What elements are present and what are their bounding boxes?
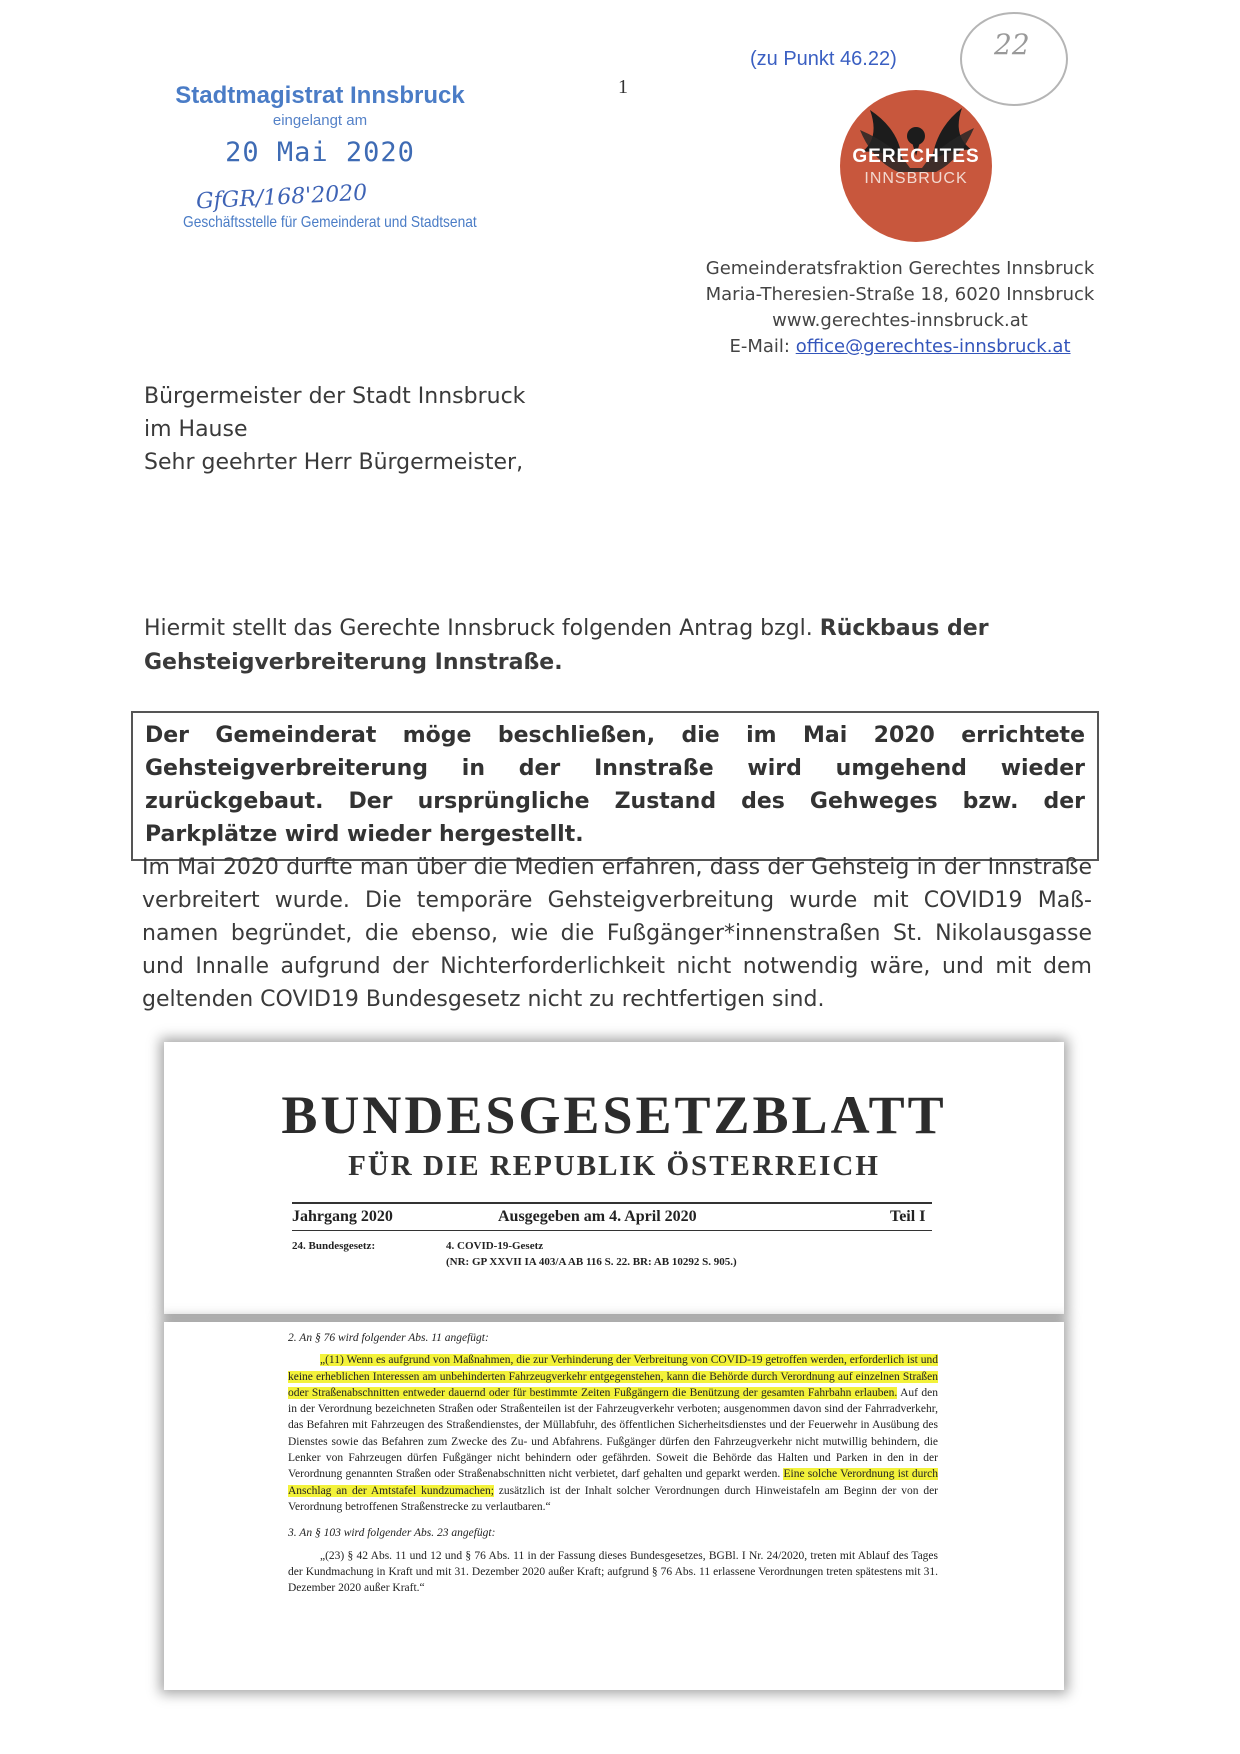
gazette-part: Teil I (890, 1208, 926, 1225)
logo-city: INNSBRUCK (864, 170, 968, 187)
law-text-content (288, 1330, 938, 1596)
law-heading-2: 3. An § 103 wird folgender Abs. 23 angefügt: (288, 1527, 496, 1540)
gazette-law-name: 4. COVID-19-Gesetz (446, 1240, 544, 1252)
intro-text: Hiermit stellt das Gerechte Innsbruck folgenden Antrag bzgl. (144, 616, 820, 641)
gazette-subtitle: FÜR DIE REPUBLIK ÖSTERREICH (348, 1150, 880, 1182)
stamp-office: Geschäftsstelle für Gemeinderat und Stadtsenat (183, 214, 477, 231)
intro-subject: Rückbaus der Gehsteigverbreiterung Innstraße. (144, 616, 989, 675)
received-stamp (170, 82, 490, 168)
salutation: Sehr geehrter Herr Bürgermeister, (144, 450, 524, 475)
gazette-title: BUNDESGESETZBLATT (281, 1085, 947, 1145)
recipient-line-1: Bürgermeister der Stadt Innsbruck (144, 384, 526, 409)
sender-website: www.gerechtes-innsbruck.at (772, 310, 1028, 331)
law-paragraph-1-end: zusätzlich ist der Inhalt solcher Verordnungen durch Hinweistafeln am Beginn der von der Verordnung betroffenen Straßenstrecke zu verlautbaren.“ (288, 1484, 938, 1513)
sender-line-1: Gemeinderatsfraktion Gerechtes Innsbruck (705, 258, 1095, 279)
email-label: E-Mail: (729, 336, 790, 357)
agenda-reference: (zu Punkt 46.22) (750, 48, 897, 70)
stamp-organization: Stadtmagistrat Innsbruck (175, 82, 465, 109)
motion-box (131, 711, 1099, 861)
page-number: 1 (618, 76, 628, 98)
law-paragraph-1-rest: Auf den in der Verordnung bezeichneten Straßen oder Straßenteilen ist der Fahrzeugverkehr verboten; ausgenommen davon sind der Fahrradverkehr, das Befahren mit Fahrzeugen des Straßendienstes, der Müllabfuhr, des öffentlichen Sicherheitsdienstes und der Feuerwehr in Ausübung des Dienstes sowie das Befahren zum Zwecke des Zu- und Abfahrens. Fußgänger dürfen den Fahrzeugverkehr nicht mutwillig behindern, die Lenker von Fahrzeugen dürfen Fußgänger nicht behindern oder gefährden. Soweit die Behörde das Halten und Parken in den in der Verordnung genannten Straßen oder Straßenabschnitten nicht verbietet, darf gehalten und geparkt werden. (288, 1386, 939, 1481)
sender-email-line (700, 334, 1100, 360)
circled-number-text: 22 (994, 28, 1030, 61)
motion-text: Der Gemeinderat möge beschließen, die im Mai 2020 errichtete Gehsteigverbreiterung in der Innstraße wird umgehend wieder zurückgebaut. Der ursprüngliche Zustand des Gehweges bzw. der Parkplätze wird wieder hergestellt. (145, 723, 1085, 847)
recipient-block (144, 380, 525, 479)
stamp-received-label: eingelangt am (272, 112, 368, 129)
gazette-rule-bottom (292, 1230, 932, 1231)
sender-line-2: Maria-Theresien-Straße 18, 6020 Innsbruck (705, 284, 1095, 305)
law-heading-1: 2. An § 76 wird folgender Abs. 11 angefügt: (288, 1332, 489, 1344)
law-text-excerpt (164, 1322, 1064, 1690)
gazette-rule-top (292, 1202, 932, 1204)
sender-address (700, 256, 1100, 360)
gerechtes-innsbruck-logo (840, 90, 992, 242)
stamp-date: 20 Mai 2020 (225, 137, 415, 168)
gazette-year: Jahrgang 2020 (292, 1208, 393, 1225)
email-link[interactable]: office@gerechtes-innsbruck.at (795, 336, 1071, 357)
gazette-issued: Ausgegeben am 4. April 2020 (498, 1208, 697, 1225)
law-paragraph-1 (288, 1352, 938, 1515)
logo-name: GERECHTES (852, 146, 980, 167)
body-paragraph: Im Mai 2020 durfte man über die Medien erfahren, dass der Gehsteig in der Innstraße verbreitert wurde. Die temporäre Gehsteigverbreitung wurde mit COVID19 Maßnamen begründet, die ebenso, wie die Fußgänger*innenstraßen St. Nikolausgasse und Innalle aufgrund der Nichterforderlichkeit nicht notwendig wäre, und mit dem geltenden COVID19 Bundesgesetz nicht zu rechtfertigen sind. (142, 855, 1092, 1012)
law-highlight-1: „(11) Wenn es aufgrund von Maßnahmen, die zur Verhinderung der Verbreitung von COVID-19 getroffen werden, erforderlich ist und keine erheblichen Interessen am unbehinderten Fahrzeugverkehr entgegenstehen, kann die Behörde durch Verordnung auf einzelnen Straßen oder Straßenabschnitten entweder dauernd oder für bestimmte Zeiten Fußgängern die Benützung der gesamten Fahrbahn erlauben. (288, 1354, 938, 1399)
law-paragraph-2: „(23) § 42 Abs. 11 und 12 und § 76 Abs. 11 in der Fassung dieses Bundesgesetzes, BGBl. I Nr. 24/2020, treten mit Ablauf des Tages der Kundmachung in Kraft und mit 31. Dezember 2020 außer Kraft; aufgrund § 76 Abs. 11 erlassene Verordnungen treten spätestens mit 31. Dezember 2020 außer Kraft.“ (288, 1549, 938, 1595)
law-highlight-2: Eine solche Verordnung ist durch Anschlag an der Amtstafel kundzumachen; (288, 1468, 938, 1497)
gazette-law-reference: (NR: GP XXVII IA 403/A AB 116 S. 22. BR: AB 10292 S. 905.) (446, 1256, 737, 1268)
intro-paragraph (144, 612, 1090, 680)
stamp-reference-number: GfGR/168'2020 (195, 180, 368, 215)
gazette-law-number: 24. Bundesgesetz: (292, 1240, 376, 1252)
law-gazette-header-excerpt (164, 1042, 1064, 1314)
recipient-line-2: im Hause (144, 417, 248, 442)
